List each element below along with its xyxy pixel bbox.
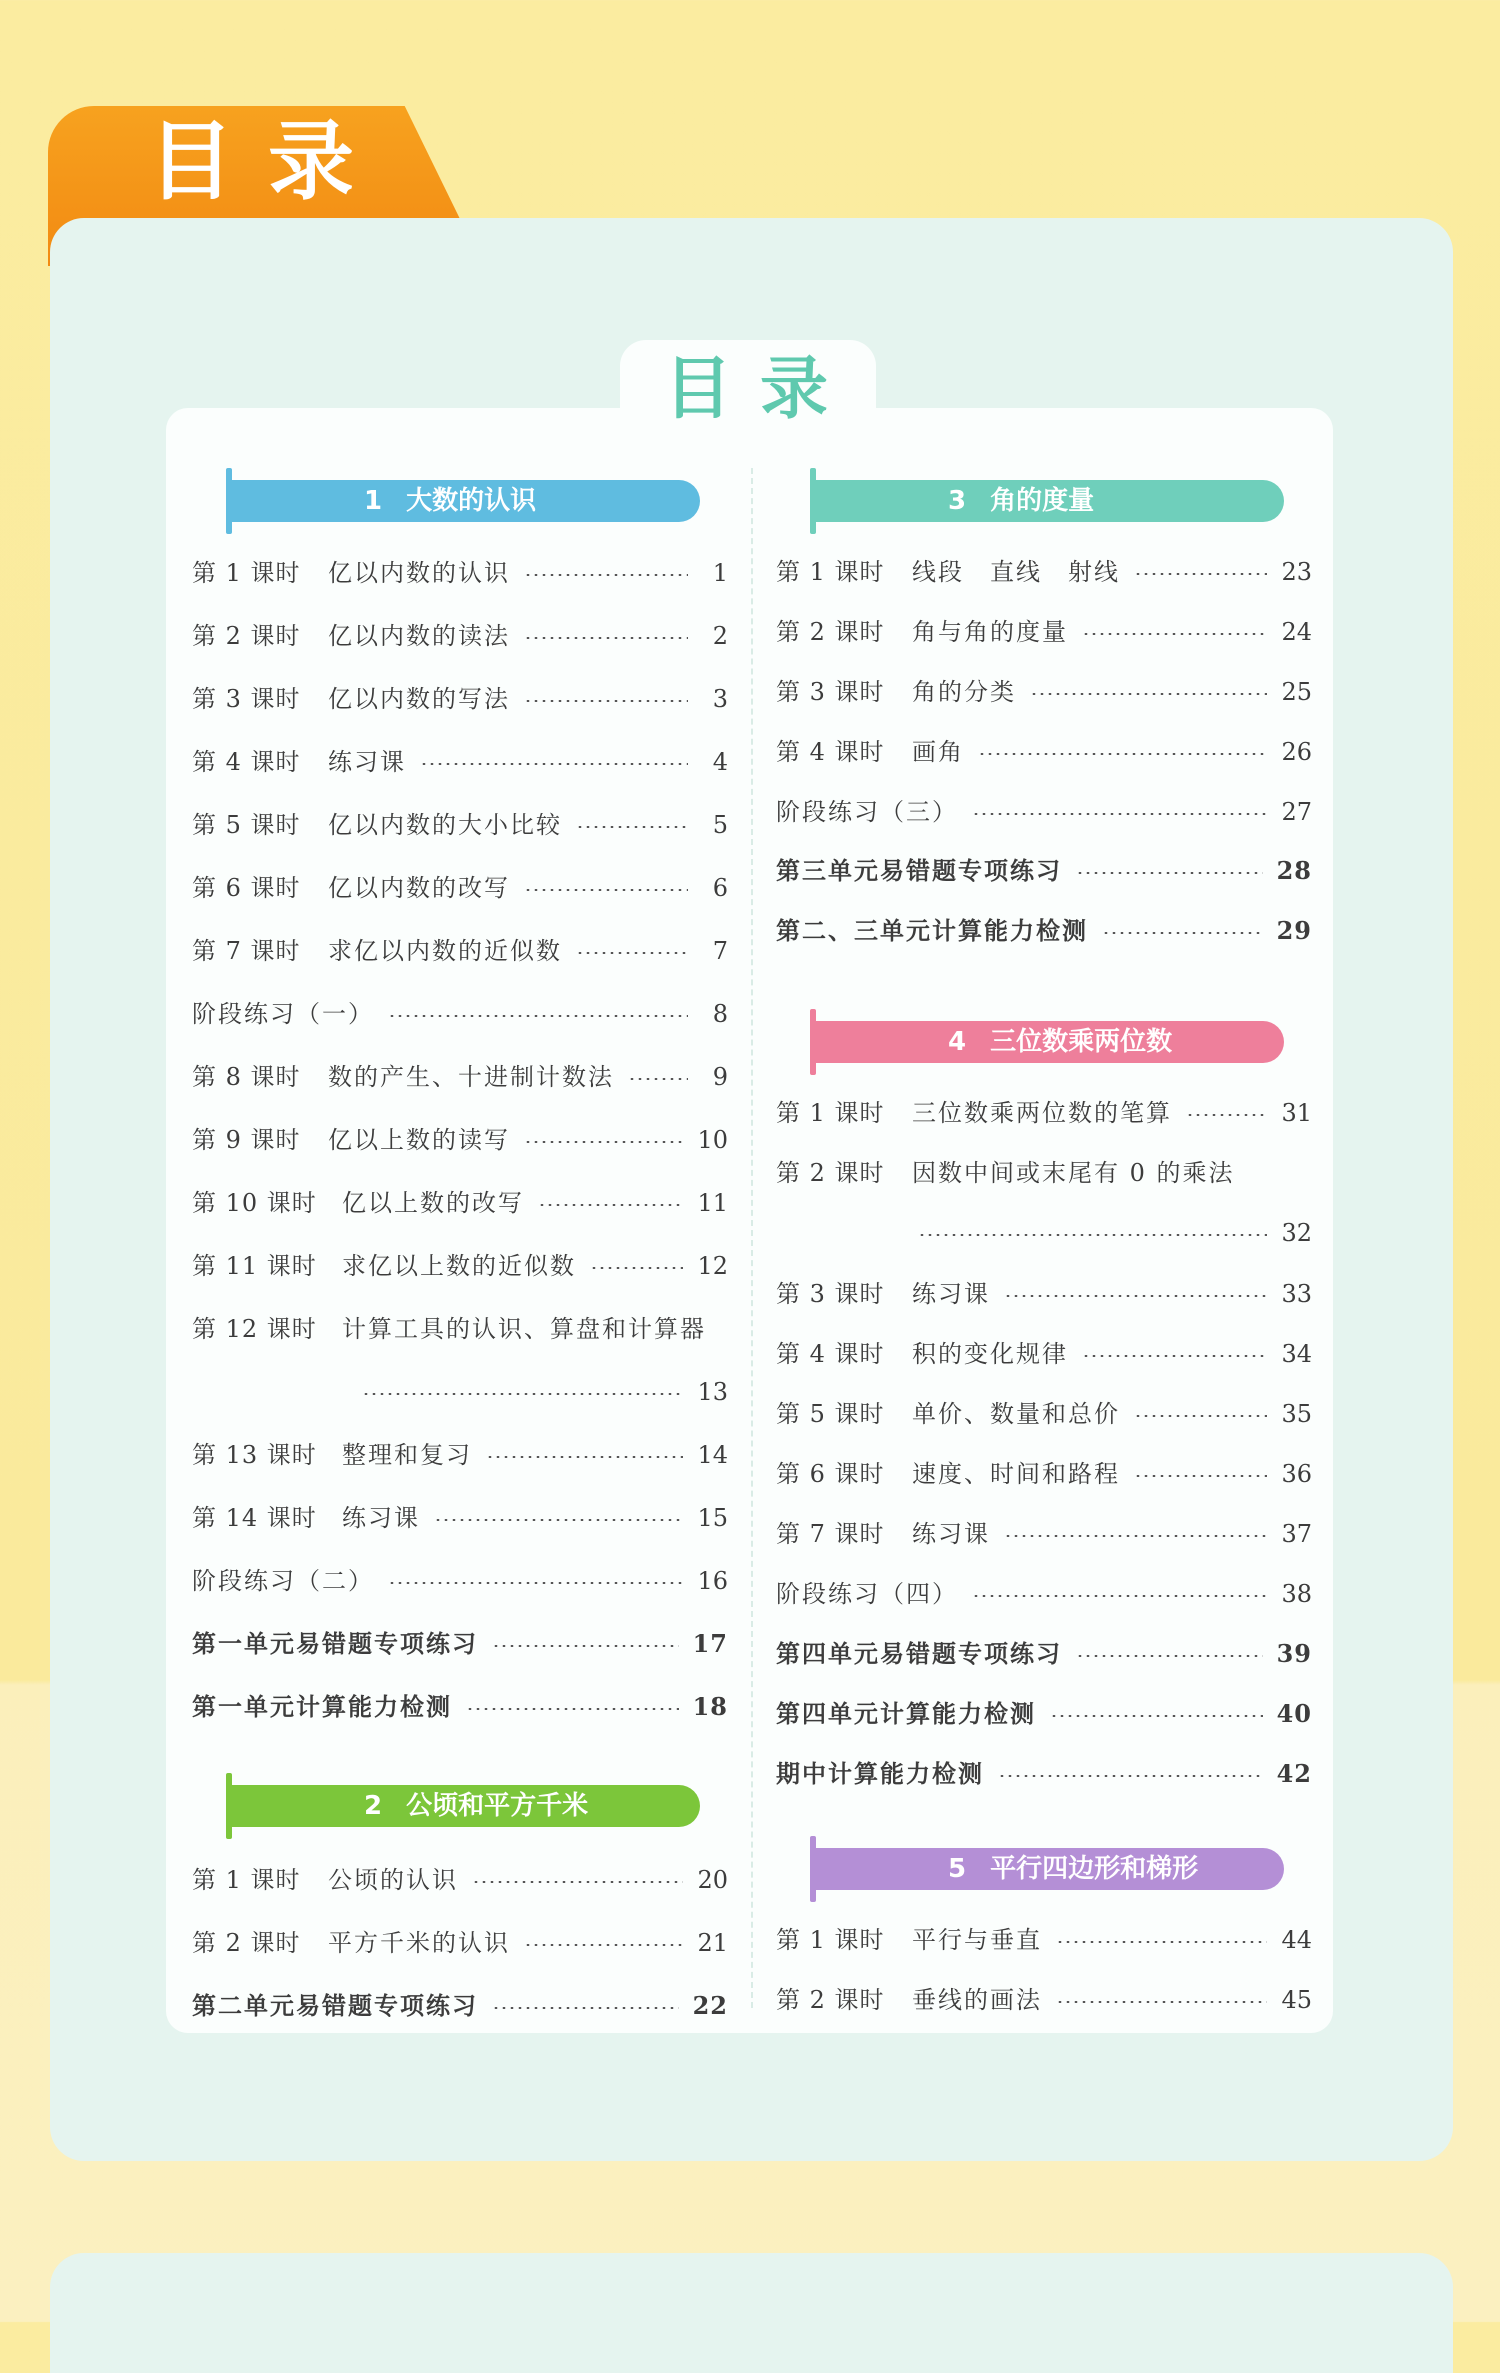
unit-header-2 [226,1785,700,1827]
page-number: 3 [712,685,728,713]
lesson-topic: 求亿以内数的近似数 [328,937,562,965]
lesson-label: 第 7 课时 [192,937,301,965]
toc-entry[interactable] [776,792,1312,832]
lesson-topic: 第四单元计算能力检测 [776,1699,1036,1728]
page-number: 14 [697,1441,728,1469]
toc-entry[interactable] [192,868,728,908]
lesson-label: 第 1 课时 [776,1926,885,1954]
leader-dots [492,1645,679,1647]
toc-entry[interactable] [192,1057,728,1097]
lesson-label: 第 3 课时 [776,1280,885,1308]
lesson-topic: 垂线的画法 [912,1986,1042,2014]
unit-header-3 [810,480,1284,522]
page-number: 37 [1281,1520,1312,1548]
next-panel [50,2253,1453,2373]
unit-title: 大数的认识 [406,486,537,516]
leader-dots [1030,693,1267,695]
lesson-topic: 练习课 [328,748,406,776]
lesson-topic: 第一单元计算能力检测 [192,1692,452,1721]
leader-dots [1102,932,1263,934]
lesson-topic: 求亿以上数的近似数 [342,1252,576,1280]
leader-dots [524,700,688,702]
lesson-label: 第 8 课时 [192,1063,301,1091]
toc-entry-continuation [918,1213,1312,1253]
leader-dots [466,1708,679,1710]
lesson-label: 第 3 课时 [192,685,301,713]
lesson-topic: 第三单元易错题专项练习 [776,856,1062,885]
unit-header-accent [226,468,232,534]
page-number: 15 [697,1504,728,1532]
toc-entry-continuation [362,1372,728,1412]
leader-dots [524,637,688,639]
page-number: 32 [1281,1219,1312,1247]
page-number: 44 [1281,1926,1312,1954]
toc-entry[interactable] [776,1394,1312,1434]
toc-entry[interactable] [192,1687,728,1727]
toc-entry[interactable] [776,1274,1312,1314]
leader-dots [1056,1941,1267,1943]
page-number: 9 [712,1063,728,1091]
page-number: 36 [1281,1460,1312,1488]
unit-number: 2 [364,1791,383,1821]
toc-entry[interactable] [776,1514,1312,1554]
unit-number: 1 [364,486,383,516]
toc-entry[interactable] [776,1093,1312,1133]
unit-number: 4 [948,1027,967,1057]
toc-entry[interactable] [192,1624,728,1664]
lesson-topic: 公顷的认识 [328,1866,458,1894]
lesson-topic: 阶段练习（二） [192,1567,374,1595]
lesson-topic: 整理和复习 [342,1441,472,1469]
leader-dots [362,1393,683,1395]
toc-entry[interactable] [192,679,728,719]
lesson-label: 第 4 课时 [776,738,885,766]
page-number: 22 [692,1991,728,2020]
leader-dots [1082,1355,1267,1357]
lesson-topic: 数的产生、十进制计数法 [328,1063,614,1091]
toc-entry[interactable] [776,1920,1312,1960]
unit-title: 平行四边形和梯形 [990,1854,1199,1884]
leader-dots [590,1267,683,1269]
page-number: 42 [1276,1759,1312,1788]
page-number: 1 [712,559,728,587]
toc-entry[interactable] [192,805,728,845]
leader-dots [918,1234,1267,1236]
toc-entry[interactable] [776,1153,1312,1193]
lesson-label: 第 2 课时 [776,1986,885,2014]
lesson-label: 第 10 课时 [192,1189,317,1217]
page-number: 24 [1281,618,1312,646]
lesson-topic: 三位数乘两位数的笔算 [912,1099,1172,1127]
page-number: 21 [697,1929,728,1957]
lesson-topic: 因数中间或末尾有 0 的乘法 [912,1159,1235,1187]
page-number: 31 [1281,1099,1312,1127]
toc-entry[interactable] [776,911,1312,951]
toc-entry[interactable] [776,851,1312,891]
lesson-topic: 单价、数量和总价 [912,1400,1120,1428]
lesson-label: 第 1 课时 [192,559,301,587]
page-number: 20 [697,1866,728,1894]
unit-header-4 [810,1021,1284,1063]
page-number: 18 [692,1692,728,1721]
lesson-topic: 亿以内数的写法 [328,685,510,713]
page-number: 28 [1276,856,1312,885]
page-number: 16 [697,1567,728,1595]
leader-dots [524,889,688,891]
unit-header-accent [810,1836,816,1902]
page-number: 40 [1276,1699,1312,1728]
unit-header-5 [810,1848,1284,1890]
lesson-label: 第 4 课时 [776,1340,885,1368]
lesson-label: 第 13 课时 [192,1441,317,1469]
lesson-topic: 平方千米的认识 [328,1929,510,1957]
leader-dots [524,574,688,576]
toc-entry[interactable] [776,1574,1312,1614]
page-number: 45 [1281,1986,1312,2014]
lesson-label: 第 2 课时 [776,1159,885,1187]
unit-number: 3 [948,486,967,516]
lesson-topic: 练习课 [912,1520,990,1548]
page-number: 33 [1281,1280,1312,1308]
page-number: 23 [1281,558,1312,586]
leader-dots [628,1078,688,1080]
lesson-topic: 亿以内数的改写 [328,874,510,902]
leader-dots [524,1141,683,1143]
lesson-topic: 阶段练习（三） [776,798,958,826]
toc-entry[interactable] [192,1309,728,1349]
leader-dots [1076,872,1263,874]
lesson-topic: 亿以内数的认识 [328,559,510,587]
lesson-label: 第 5 课时 [192,811,301,839]
leader-dots [1004,1295,1267,1297]
lesson-label: 第 2 课时 [776,618,885,646]
lesson-label: 第 12 课时 [192,1315,317,1343]
leader-dots [576,826,688,828]
page-number: 17 [692,1629,728,1658]
unit-title: 角的度量 [990,486,1095,516]
page-number: 26 [1281,738,1312,766]
lesson-label: 第 9 课时 [192,1126,301,1154]
lesson-topic: 角与角的度量 [912,618,1068,646]
page-number: 39 [1276,1639,1312,1668]
unit-header-1 [226,480,700,522]
toc-entry[interactable] [192,1923,728,1963]
lesson-topic: 平行与垂直 [912,1926,1042,1954]
lesson-topic: 阶段练习（四） [776,1580,958,1608]
unit-header-accent [810,1009,816,1075]
lesson-label: 第 4 课时 [192,748,301,776]
lesson-topic: 练习课 [342,1504,420,1532]
leader-dots [972,1595,1267,1597]
leader-dots [1134,1475,1267,1477]
lesson-topic: 速度、时间和路程 [912,1460,1120,1488]
unit-header-accent [810,468,816,534]
lesson-label: 第 1 课时 [776,558,885,586]
toc-entry[interactable] [192,931,728,971]
lesson-topic: 期中计算能力检测 [776,1759,984,1788]
lesson-topic: 计算工具的认识、算盘和计算器 [342,1315,706,1343]
lesson-label: 第 3 课时 [776,678,885,706]
toc-entry[interactable] [192,1246,728,1286]
toc-entry[interactable] [776,1694,1312,1734]
toc-entry[interactable] [776,672,1312,712]
lesson-topic: 亿以内数的读法 [328,622,510,650]
page-number: 13 [697,1378,728,1406]
lesson-topic: 第四单元易错题专项练习 [776,1639,1062,1668]
lesson-topic: 亿以上数的改写 [342,1189,524,1217]
page-number: 2 [712,622,728,650]
unit-title: 公顷和平方千米 [406,1791,589,1821]
lesson-topic: 画角 [912,738,964,766]
lesson-topic: 线段 直线 射线 [912,558,1120,586]
leader-dots [576,952,688,954]
toc-entry[interactable] [776,732,1312,772]
lesson-label: 第 6 课时 [192,874,301,902]
lesson-label: 第 7 课时 [776,1520,885,1548]
page-number: 10 [697,1126,728,1154]
toc-entry[interactable] [776,552,1312,592]
toc-entry[interactable] [192,616,728,656]
page-number: 34 [1281,1340,1312,1368]
lesson-topic: 亿以内数的大小比较 [328,811,562,839]
leader-dots [486,1456,683,1458]
column-divider [751,468,753,2008]
unit-number: 5 [948,1854,967,1884]
toc-entry[interactable] [192,1986,728,2026]
toc-entry[interactable] [192,1120,728,1160]
page-number: 29 [1276,916,1312,945]
page-number: 7 [712,937,728,965]
lesson-label: 第 5 课时 [776,1400,885,1428]
page-number: 11 [697,1189,728,1217]
toc-entry[interactable] [776,1634,1312,1674]
toc-entry[interactable] [776,1334,1312,1374]
page-number: 8 [712,1000,728,1028]
unit-header-accent [226,1773,232,1839]
page-number: 38 [1281,1580,1312,1608]
toc-entry[interactable] [192,1860,728,1900]
page-number: 35 [1281,1400,1312,1428]
leader-dots [972,813,1267,815]
page-number: 4 [712,748,728,776]
leader-dots [420,763,688,765]
leader-dots [434,1519,683,1521]
toc-entry[interactable] [776,612,1312,652]
leader-dots [524,1944,683,1946]
leader-dots [388,1582,683,1584]
toc-entry[interactable] [192,553,728,593]
page-number: 12 [697,1252,728,1280]
leader-dots [1076,1655,1263,1657]
page-number: 5 [712,811,728,839]
lesson-label: 第 6 课时 [776,1460,885,1488]
page-number: 6 [712,874,728,902]
toc-entry[interactable] [192,1561,728,1601]
lesson-topic: 练习课 [912,1280,990,1308]
page-number: 27 [1281,798,1312,826]
toc-entry[interactable] [192,742,728,782]
leader-dots [1186,1114,1267,1116]
lesson-topic: 积的变化规律 [912,1340,1068,1368]
leader-dots [538,1204,683,1206]
lesson-label: 第 2 课时 [192,1929,301,1957]
leader-dots [978,753,1267,755]
leader-dots [1082,633,1267,635]
lesson-label: 第 14 课时 [192,1504,317,1532]
toc-title: 目录 [663,350,856,429]
lesson-topic: 第二、三单元计算能力检测 [776,916,1088,945]
lesson-topic: 亿以上数的读写 [328,1126,510,1154]
toc-entry[interactable] [192,1183,728,1223]
toc-entry[interactable] [776,1980,1312,2020]
leader-dots [1050,1715,1263,1717]
toc-entry[interactable] [192,1498,728,1538]
page-number: 25 [1281,678,1312,706]
toc-entry[interactable] [192,994,728,1034]
unit-title: 三位数乘两位数 [990,1027,1173,1057]
leader-dots [1056,2001,1267,2003]
leader-dots [472,1881,683,1883]
toc-entry[interactable] [776,1754,1312,1794]
leader-dots [998,1775,1263,1777]
lesson-topic: 阶段练习（一） [192,1000,374,1028]
leader-dots [1004,1535,1267,1537]
toc-entry[interactable] [192,1435,728,1475]
lesson-label: 第 1 课时 [192,1866,301,1894]
lesson-label: 第 1 课时 [776,1099,885,1127]
leader-dots [492,2007,679,2009]
leader-dots [1134,1415,1267,1417]
lesson-label: 第 11 课时 [192,1252,317,1280]
leader-dots [1134,573,1267,575]
lesson-topic: 第二单元易错题专项练习 [192,1991,478,2020]
banner-title: 目录 [148,112,388,212]
leader-dots [388,1015,688,1017]
lesson-topic: 角的分类 [912,678,1016,706]
lesson-topic: 第一单元易错题专项练习 [192,1629,478,1658]
lesson-label: 第 2 课时 [192,622,301,650]
toc-entry[interactable] [776,1454,1312,1494]
